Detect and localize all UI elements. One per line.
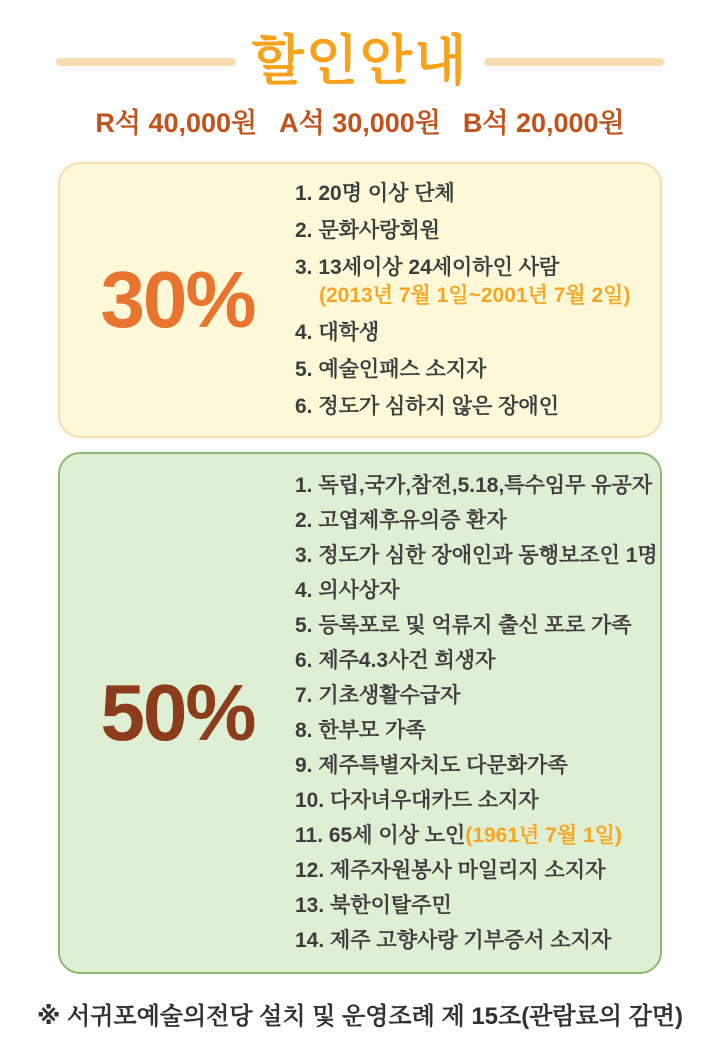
eligible-date: (1961년 7월 1일): [465, 824, 622, 848]
list-item: [295, 860, 658, 882]
seat-price-r: R석 40,000원: [95, 108, 258, 139]
list-item-text: 6. 정도가 심하지 않은 장애인: [295, 395, 559, 418]
list-item: [295, 257, 650, 307]
list-item-text: 4. 대학생: [295, 320, 380, 344]
list-item: [295, 475, 658, 497]
list-item-text: 4. 의사상자: [295, 578, 400, 602]
percent-column: [60, 454, 295, 972]
list-item-text: 8. 한부모 가족: [295, 718, 426, 742]
ordinance-note: ※ 서귀포예술의전당 설치 및 운영조례 제 15조(관람료의 감면): [37, 1003, 683, 1031]
list-item-text: 5. 등록포로 및 억류지 출신 포로 가족: [295, 613, 632, 637]
seat-price-b: B석 20,000원: [462, 108, 625, 139]
list-item-text: 11. 65세 이상 노인: [295, 824, 466, 848]
discount-percent-30: 30%: [100, 255, 255, 345]
title-row: [0, 0, 720, 91]
list-item-text: 3. 13세이상 24세이하인 사람: [295, 255, 560, 279]
discount-30-list: [295, 164, 660, 436]
list-item-text: 14. 제주 고향사랑 기부증서 소지자: [295, 929, 612, 953]
list-item: [295, 396, 650, 418]
list-item: [295, 895, 658, 917]
list-item: [295, 322, 650, 344]
list-item-text: 9. 제주특별자치도 다문화가족: [295, 753, 568, 777]
discount-card-50: [58, 452, 662, 974]
list-item: [295, 545, 658, 567]
list-item-text: 10. 다자녀우대카드 소지자: [295, 788, 539, 812]
list-item: [295, 580, 658, 602]
list-item: [295, 720, 658, 742]
list-item: [295, 685, 658, 707]
list-item-text: 13. 북한이탈주민: [295, 894, 452, 918]
left-decorative-line: [56, 58, 236, 66]
list-item-text: 2. 문화사랑회원: [295, 218, 441, 242]
list-item: [295, 650, 658, 672]
percent-column: [60, 164, 295, 436]
discount-card-30: [58, 162, 662, 438]
list-item: [295, 359, 650, 381]
seat-price-list: [0, 101, 720, 140]
discount-percent-50: 50%: [100, 668, 255, 758]
list-item-text: 3. 정도가 심한 장애인과 동행보조인 1명: [295, 543, 658, 567]
list-item: [295, 790, 658, 812]
page-title: 할인안내: [251, 31, 469, 91]
list-item: [295, 755, 658, 777]
list-item-text: 5. 예술인패스 소지자: [295, 357, 487, 381]
list-item: [295, 183, 650, 205]
discount-50-list: [295, 454, 668, 972]
list-item: [295, 930, 658, 952]
list-item: [295, 825, 658, 847]
poster-header: [0, 0, 720, 140]
list-item-text: 1. 20명 이상 단체: [295, 181, 455, 205]
list-item: [295, 510, 658, 532]
list-item-text: 7. 기초생활수급자: [295, 683, 461, 707]
list-item: [295, 220, 650, 242]
right-decorative-line: [484, 58, 664, 66]
list-item-text: 2. 고엽제후유의증 환자: [295, 508, 507, 532]
list-item: [295, 615, 658, 637]
list-item-text: 1. 독립,국가,참전,5.18,특수임무 유공자: [295, 473, 653, 497]
eligible-date-range: (2013년 7월 1일~2001년 7월 2일): [319, 283, 631, 307]
list-item-text: 6. 제주4.3사건 희생자: [295, 648, 496, 672]
list-item-text: 12. 제주자원봉사 마일리지 소지자: [295, 859, 606, 883]
seat-price-a: A석 30,000원: [279, 108, 441, 139]
